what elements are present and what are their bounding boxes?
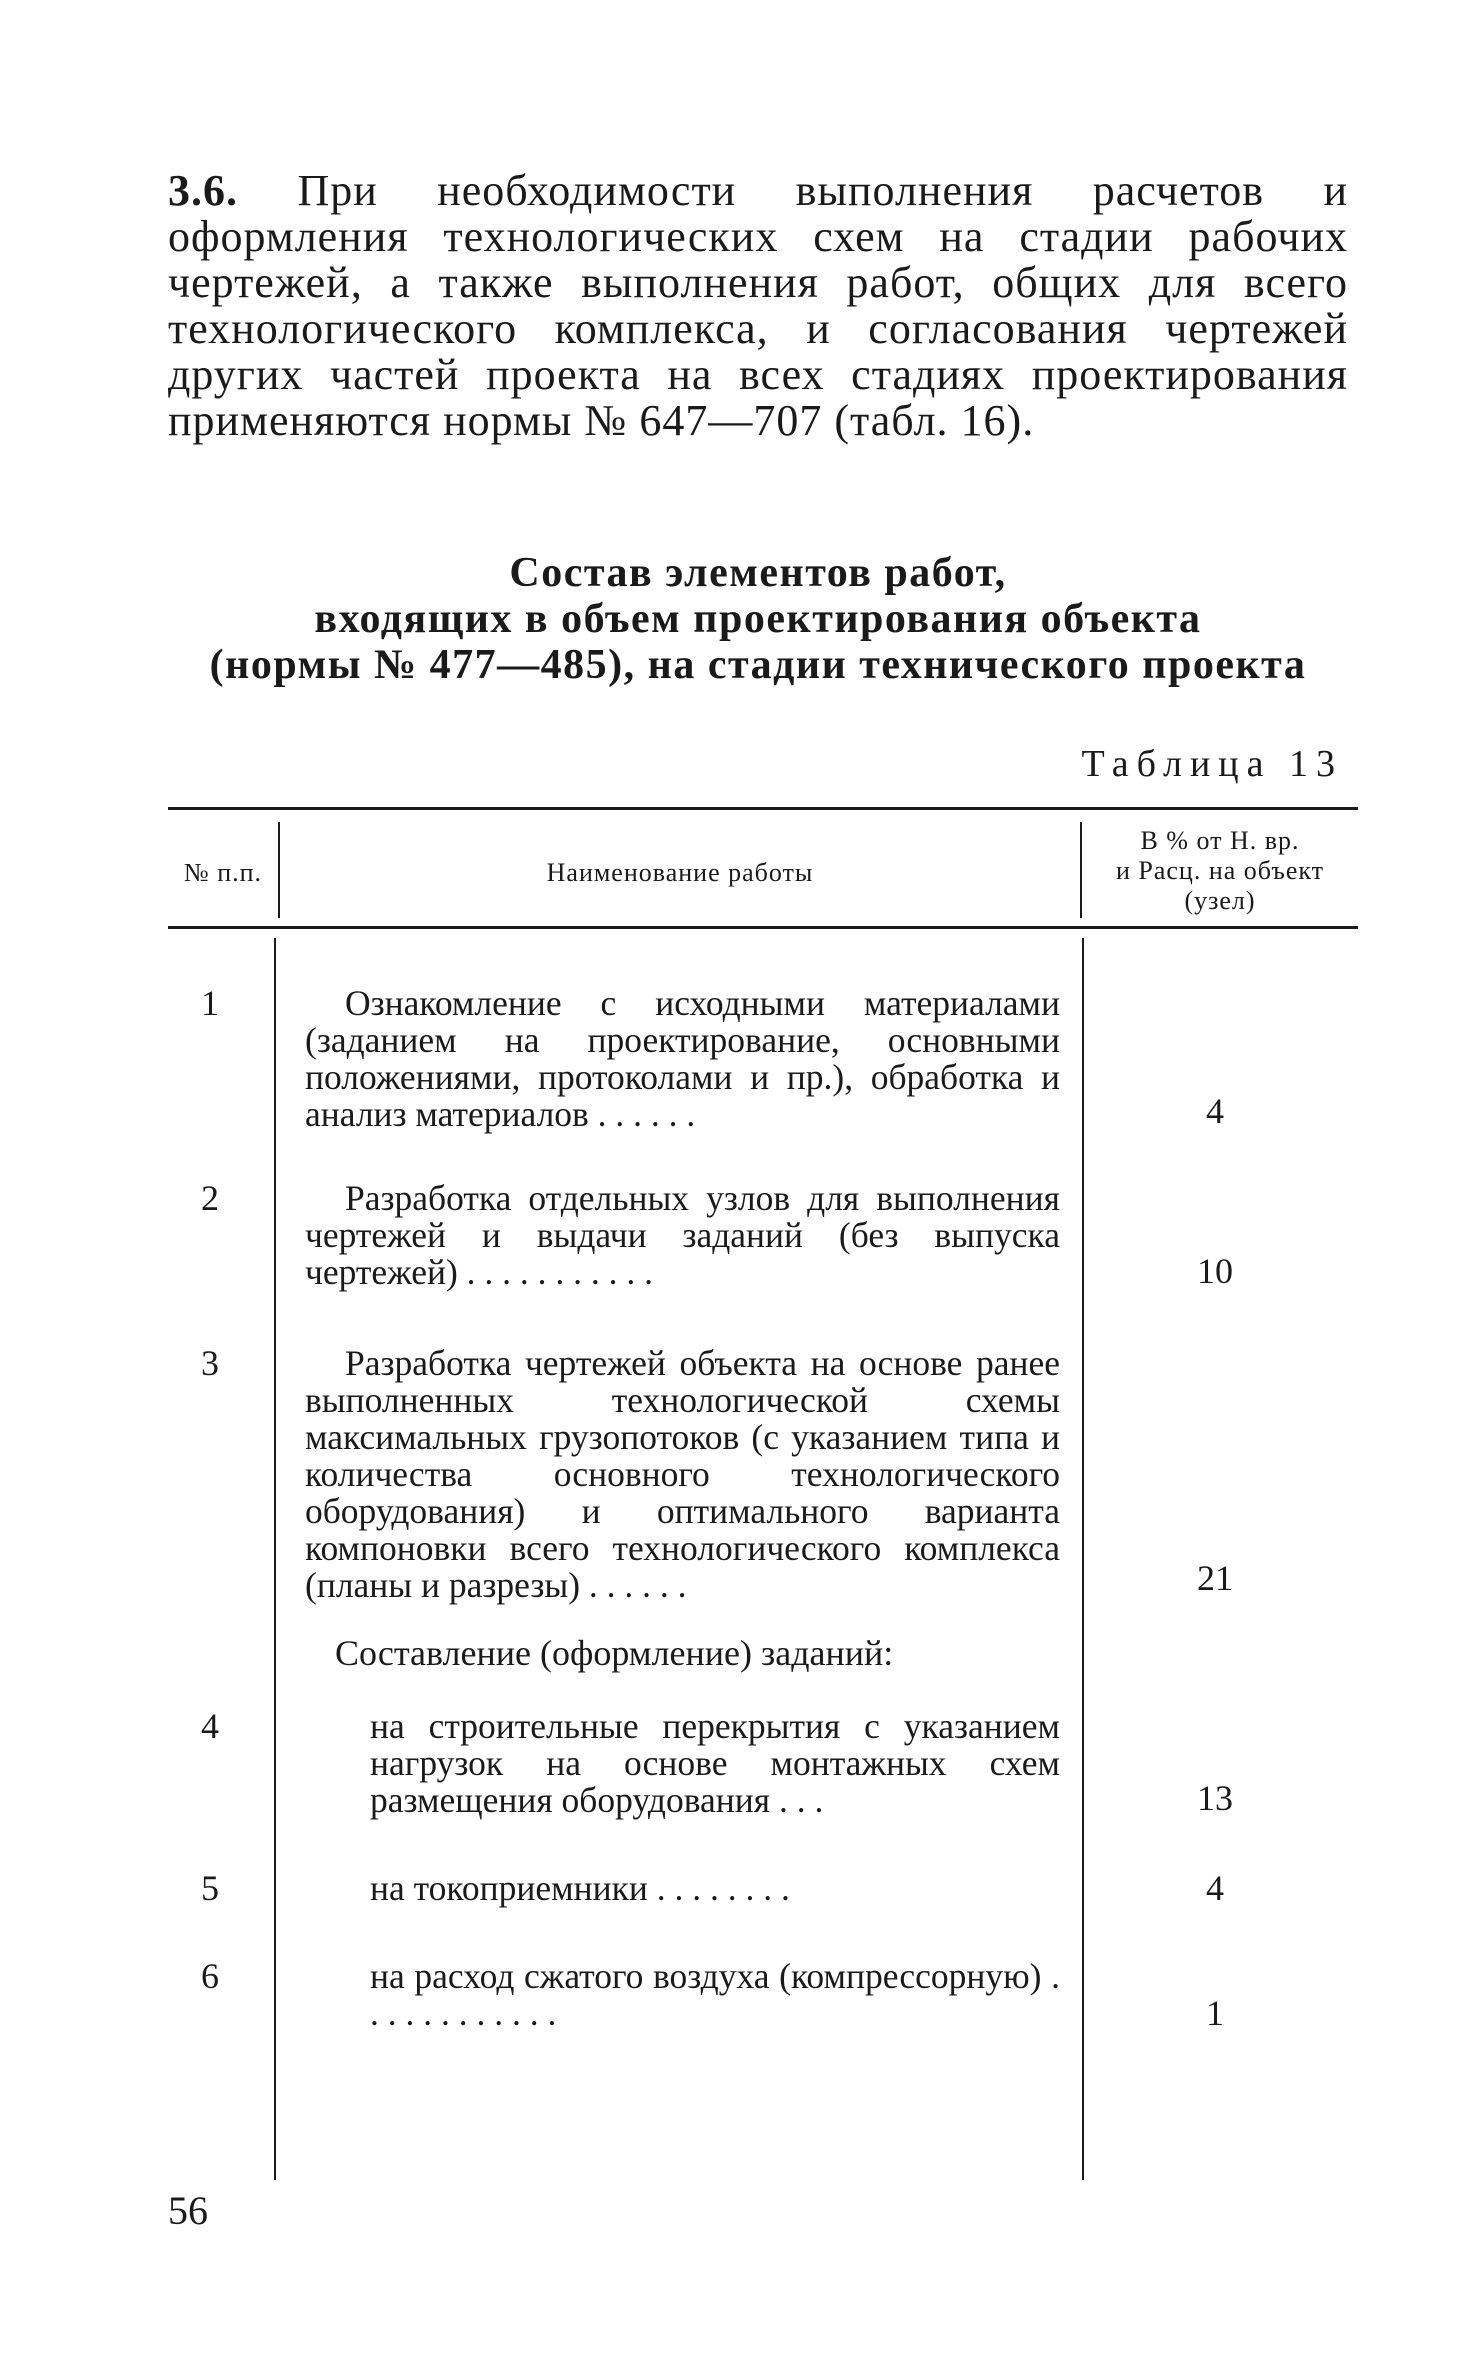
table-row-value: 10 [1197, 1251, 1233, 1291]
table-row-text: Ознакомление с исходными материалами (заданием на проектирование, основными положениями, протоколами и пр.), обработка и анализ материалов . . . . . . [305, 983, 1060, 1134]
table-row-text: Разработка отдельных узлов для выполнения чертежей и выдачи заданий (без выпуска чертежей) . . . . . . . . . . . [305, 1178, 1060, 1292]
intro-number: 3.6. [168, 166, 238, 215]
section-heading [168, 550, 1348, 688]
intro-text: При необходимости выполнения расчетов и оформления технологических схем на стадии рабочих чертежей, а также выполнения работ, общих для всего технологического комплекса, и согласования чертежей других частей проекта на всех стадиях проектирования применяются нормы № 647—707 (табл. 16). [168, 166, 1348, 445]
table-row-num: 1 [201, 983, 219, 1023]
table-row-num: 2 [201, 1178, 219, 1218]
table-top-rule [168, 807, 1358, 810]
header-value [1082, 826, 1358, 916]
body-divider-left [274, 938, 276, 2180]
table-row-value: 21 [1197, 1558, 1233, 1598]
tasks-subheading: Составление (оформление) заданий: [335, 1633, 894, 1673]
table-row-num: 4 [201, 1706, 219, 1746]
heading-line-2: входящих в объем проектирования объекта [314, 596, 1202, 642]
header-num: № п.п. [183, 858, 263, 887]
table-row-num: 6 [201, 1956, 219, 1996]
table-row-value: 4 [1206, 1868, 1224, 1908]
header-value-line-1: В % от Н. вр. [1140, 826, 1300, 855]
table-row-text: на строительные перекрытия с указанием нагрузок на основе монтажных схем размещения оборудования . . . [370, 1706, 1060, 1820]
table-row-value: 4 [1206, 1091, 1224, 1131]
heading-line-1: Состав элементов работ, [509, 550, 1007, 596]
page-number: 56 [168, 2188, 208, 2233]
table-row-text: на токоприемники . . . . . . . . [370, 1868, 790, 1908]
heading-line-3: (нормы № 477—485), на стадии технического проекта [209, 642, 1307, 688]
header-value-line-2: и Расц. на объект [1115, 856, 1325, 885]
table-row-value: 1 [1206, 1993, 1224, 2033]
table-row-text: на расход сжатого воздуха (компрессорную) . . . . . . . . . . . . [370, 1956, 1060, 2033]
table-row-value: 13 [1197, 1778, 1233, 1818]
table-row-num: 5 [201, 1868, 219, 1908]
header-name: Наименование работы [546, 858, 814, 887]
table-row-text: Разработка чертежей объекта на основе ранее выполненных технологической схемы максимальных грузопотоков (с указанием типа и количества основного технологического оборудования) и оптимального варианта компоновки всего технологического комплекса (планы и разрезы) . . . . . . [305, 1343, 1060, 1605]
table-row-num: 3 [201, 1343, 219, 1383]
header-value-line-3: (узел) [1184, 886, 1256, 915]
table-caption: Таблица 13 [1081, 743, 1343, 785]
intro-paragraph [168, 168, 1348, 444]
table-header-rule [168, 926, 1358, 929]
